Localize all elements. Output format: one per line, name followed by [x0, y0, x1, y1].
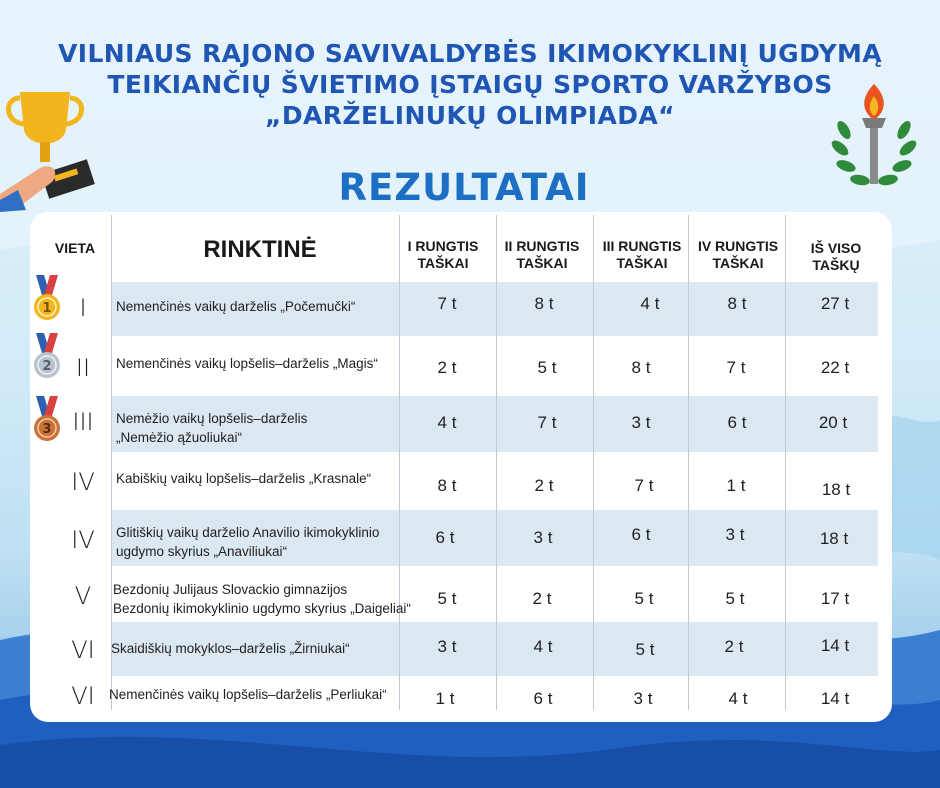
header-total: IŠ VISO TAŠKŲ	[810, 240, 862, 273]
event-2-points: 3 t	[533, 528, 553, 547]
title-line-3: „DARŽELINUKŲ OLIMPIADA“	[265, 101, 675, 130]
event-1-points: 2 t	[437, 358, 457, 377]
total-points: 14 t	[820, 689, 850, 708]
team-cell: Skaidiškių mokyklos–darželis „Žirniukai“	[111, 641, 350, 656]
event-1-points: 3 t	[437, 637, 457, 656]
event-4-points: 7 t	[726, 358, 746, 377]
event-2-points: 2 t	[532, 589, 552, 608]
svg-text:2: 2	[42, 359, 52, 374]
team-cell: Bezdonių Julijaus Slovackio gimnazijos Bezdonių ikimokyklinio ugdymo skyrius „Daigeliai“	[113, 582, 411, 616]
header-event-3: III RUNGTIS TAŠKAI	[602, 238, 682, 271]
header-event-4: IV RUNGTIS TAŠKAI	[697, 238, 779, 271]
event-3-points: 3 t	[631, 413, 651, 432]
event-4-points: 6 t	[727, 413, 747, 432]
place-cell: IV	[71, 526, 95, 554]
column-divider	[399, 215, 400, 710]
event-1-points: 7 t	[437, 294, 457, 313]
place-cell: I	[79, 294, 87, 322]
event-3-points: 4 t	[640, 294, 660, 313]
team-cell: Nemenčinės vaikų darželis „Počemučki“	[116, 299, 356, 314]
team-cell: Nemenčinės vaikų lopšelis–darželis „Perliukai“	[109, 687, 387, 702]
event-4-points: 5 t	[725, 589, 745, 608]
column-divider	[785, 215, 786, 710]
svg-text:3: 3	[42, 422, 52, 437]
place-cell: II	[75, 354, 91, 382]
event-1-points: 6 t	[435, 528, 455, 547]
team-cell: Nemėžio vaikų lopšelis–darželis „Nemėžio ąžuoliukai“	[116, 411, 308, 445]
total-points: 22 t	[820, 358, 850, 377]
header-event-1: I RUNGTIS TAŠKAI	[407, 238, 479, 271]
event-3-points: 7 t	[634, 476, 654, 495]
header-event-2: II RUNGTIS TAŠKAI	[504, 238, 580, 271]
column-divider	[496, 215, 497, 710]
header-place: VIETA	[54, 240, 96, 256]
event-4-points: 4 t	[728, 689, 748, 708]
team-cell: Glitiškių vaikų darželio Anavilio ikimokyklinio ugdymo skyrius „Anaviliukai“	[116, 525, 380, 559]
title-line-2: TEIKIANČIŲ ŠVIETIMO ĮSTAIGŲ SPORTO VARŽYBOS	[107, 70, 833, 99]
event-4-points: 3 t	[725, 525, 745, 544]
event-1-points: 1 t	[435, 689, 455, 708]
event-4-points: 8 t	[727, 294, 747, 313]
event-1-points: 8 t	[437, 476, 457, 495]
total-points: 14 t	[820, 636, 850, 655]
event-3-points: 5 t	[635, 640, 655, 659]
results-heading: REZULTATAI	[338, 166, 590, 209]
place-cell: VI	[71, 636, 95, 664]
event-3-points: 6 t	[631, 525, 651, 544]
event-3-points: 3 t	[633, 689, 653, 708]
event-1-points: 4 t	[437, 413, 457, 432]
place-cell: VI	[71, 682, 95, 710]
total-points: 20 t	[818, 413, 848, 432]
event-1-points: 5 t	[437, 589, 457, 608]
place-cell: IV	[71, 468, 95, 496]
title-line-1: VILNIAUS RAJONO SAVIVALDYBĖS IKIMOKYKLINĮ UGDYMĄ	[58, 39, 882, 68]
event-2-points: 5 t	[537, 358, 557, 377]
event-2-points: 8 t	[534, 294, 554, 313]
total-points: 27 t	[820, 294, 850, 313]
column-divider	[688, 215, 689, 710]
place-cell: III	[72, 408, 94, 436]
total-points: 18 t	[819, 529, 849, 548]
total-points: 17 t	[820, 589, 850, 608]
event-2-points: 7 t	[537, 413, 557, 432]
event-4-points: 2 t	[724, 637, 744, 656]
place-cell: V	[74, 582, 92, 610]
total-points: 18 t	[821, 480, 851, 499]
event-2-points: 2 t	[534, 476, 554, 495]
event-2-points: 4 t	[533, 637, 553, 656]
event-3-points: 8 t	[631, 358, 651, 377]
column-divider	[593, 215, 594, 710]
event-4-points: 1 t	[726, 476, 746, 495]
svg-text:1: 1	[42, 301, 52, 316]
team-cell: Kabiškių vaikų lopšelis–darželis „Krasnale“	[116, 471, 372, 486]
header-team: RINKTINĖ	[203, 236, 317, 263]
event-3-points: 5 t	[634, 589, 654, 608]
event-title	[0, 38, 940, 131]
event-2-points: 6 t	[533, 689, 553, 708]
team-cell: Nemenčinės vaikų lopšelis–darželis „Magis“	[116, 356, 378, 371]
